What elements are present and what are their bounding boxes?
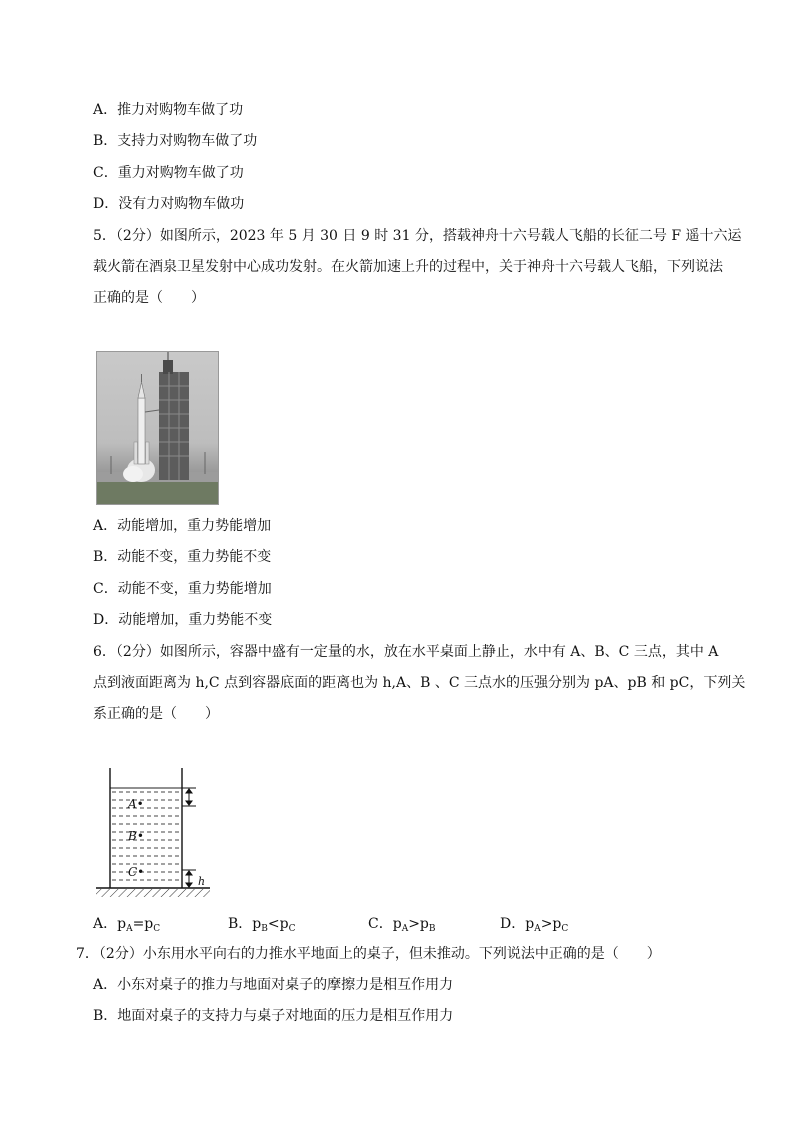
q6-option-c-text: C．p [368,916,402,932]
q6-option-d-sub2: C [561,924,569,934]
q5-stem-line-2: 载火箭在酒泉卫星发射中心成功发射。在火箭加速上升的过程中，关于神舟十六号载人飞船，下列说法 [93,259,723,275]
q6-option-c [368,914,436,939]
rocket-launch-illustration [97,352,218,504]
q6-option-a-text: A．p [93,916,127,932]
q6-option-a-op: =p [132,916,154,932]
q6-option-a-sub1: A [126,924,133,934]
q5-option-b: B．动能不变，重力势能不变 [93,549,272,565]
q4-option-a: A．推力对购物车做了功 [93,102,244,118]
q7-option-b: B．地面对桌子的支持力与桌子对地面的压力是相互作用力 [93,1008,454,1024]
point-b-label: B• [128,829,144,843]
q5-option-c: C．动能不变，重力势能增加 [93,581,272,597]
q6-option-c-sub1: A [401,924,409,934]
container-figure [94,760,214,904]
q6-stem-line-1: 6．（2分）如图所示，容器中盛有一定量的水，放在水平桌面上静止，水中有 A、B、C 三点，其中 A [93,644,719,660]
q6-option-c-sub2: B [428,924,436,934]
q5-option-a: A．动能增加，重力势能增加 [93,518,272,534]
q6-option-d-text: D．p [500,916,535,932]
q5-stem-line-3: 正确的是（ ） [93,290,205,306]
q6-option-a [93,914,160,939]
q7-option-a: A．小东对桌子的推力与地面对桌子的摩擦力是相互作用力 [93,977,454,993]
q5-option-d: D．动能增加，重力势能不变 [93,612,273,628]
q7-stem: 7．（2分）小东用水平向右的力推水平地面上的桌子，但未推动。下列说法中正确的是（ ） [76,946,661,962]
q6-option-b-sub1: B [261,924,268,934]
q6-stem-line-3: 系正确的是（ ） [93,706,219,722]
q6-option-b [228,914,295,939]
q6-option-a-sub2: C [153,924,161,934]
q6-option-b-sub2: C [288,924,296,934]
q6-option-d-op: >p [540,916,562,932]
q6-option-b-text: B．p [228,916,262,932]
q4-option-b: B．支持力对购物车做了功 [93,133,258,149]
q6-stem-line-2: 点到液面距离为 h,C 点到容器底面的距离也为 h,A、B 、C 三点水的压强分别为 pA、pB 和 pC，下列关 [93,675,746,691]
point-a-label: A• [128,797,144,811]
q5-stem-line-1: 5．（2分）如图所示，2023 年 5 月 30 日 9 时 31 分，搭载神舟十六号载人飞船的长征二号 F 遥十六运 [93,228,742,244]
q6-option-d [500,914,568,939]
q4-option-c: C．重力对购物车做了功 [93,165,244,181]
h-label: h [198,875,206,888]
container-diagram [94,760,214,900]
q6-option-d-sub1: A [534,924,541,934]
point-c-label: C• [128,865,145,879]
rocket-launch-photo [96,351,219,505]
q6-option-b-op: <p [267,916,289,932]
q4-option-d: D．没有力对购物车做功 [93,196,245,212]
q6-option-c-op: >p [408,916,429,932]
